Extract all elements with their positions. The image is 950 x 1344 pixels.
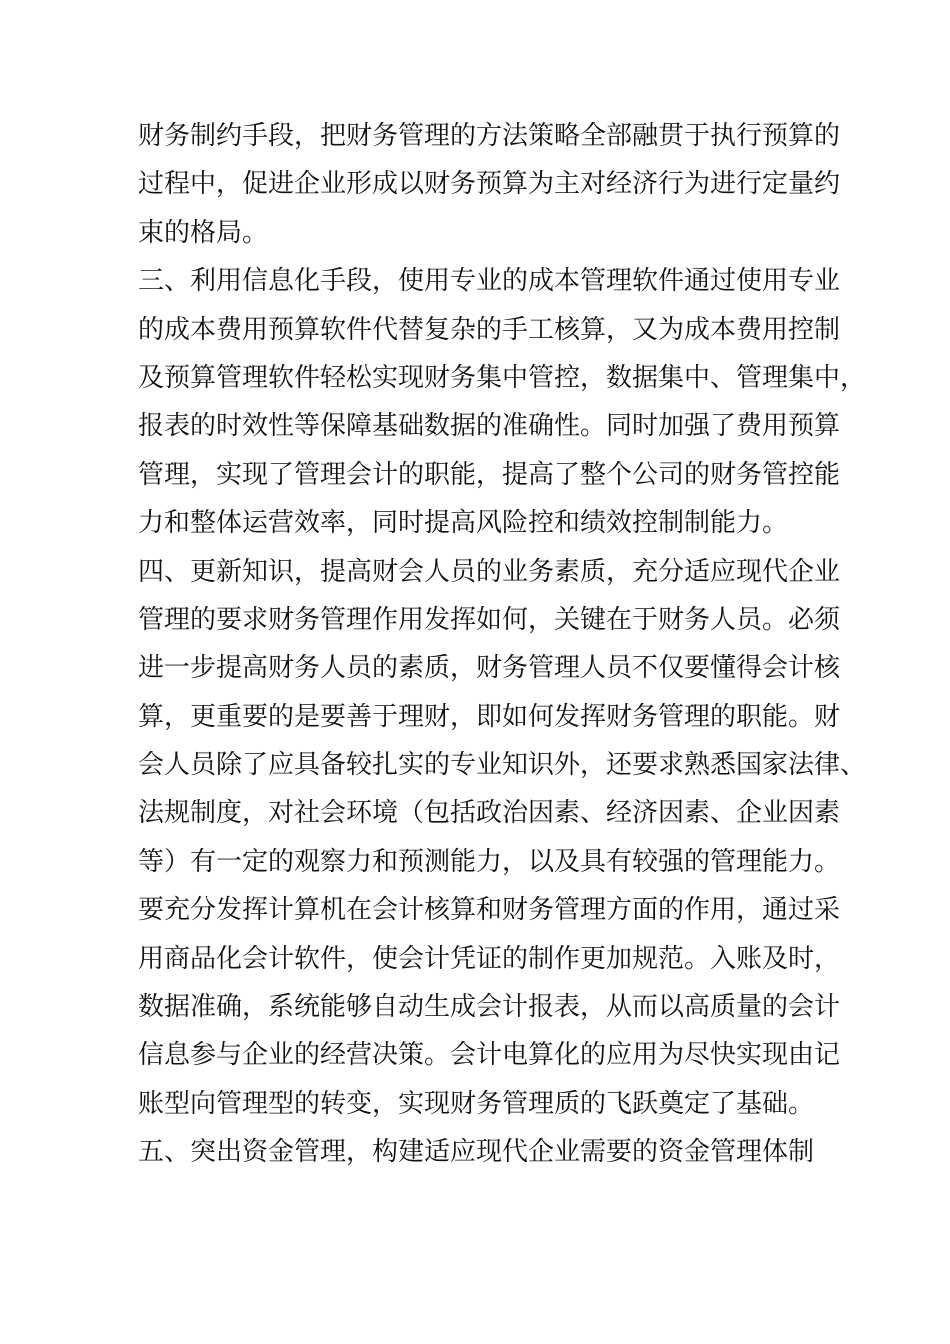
text-line: 的成本费用预算软件代替复杂的手工核算，又为成本费用控制 bbox=[138, 314, 841, 345]
text-line: 等）有一定的观察力和预测能力，以及具有较强的管理能力。 bbox=[138, 846, 841, 877]
text-line: 过程中，促进企业形成以财务预算为主对经济行为进行定量约 bbox=[138, 169, 841, 200]
text-line: 数据准确，系统能够自动生成会计报表，从而以高质量的会计 bbox=[138, 992, 841, 1023]
text-line: 报表的时效性等保障基础数据的准确性。同时加强了费用预算 bbox=[138, 411, 841, 442]
text-line: 要充分发挥计算机在会计核算和财务管理方面的作用，通过采 bbox=[138, 895, 841, 926]
text-line: 力和整体运营效率，同时提高风险控和绩效控制制能力。 bbox=[138, 508, 789, 539]
text-line: 算，更重要的是要善于理财，即如何发挥财务管理的职能。财 bbox=[138, 701, 841, 732]
text-line: 法规制度，对社会环境（包括政治因素、经济因素、企业因素 bbox=[138, 798, 841, 829]
text-line: 信息参与企业的经营决策。会计电算化的应用为尽快实现由记 bbox=[138, 1040, 841, 1071]
text-line: 管理，实现了管理会计的职能，提高了整个公司的财务管控能 bbox=[138, 459, 841, 490]
section-heading-4: 四、更新知识，提高财会人员的业务素质，充分适应现代企业 bbox=[138, 556, 841, 587]
section-heading-5: 五、突出资金管理，构建适应现代企业需要的资金管理体制 bbox=[138, 1137, 815, 1168]
text-line: 财务制约手段，把财务管理的方法策略全部融贯于执行预算的 bbox=[138, 121, 841, 151]
text-line: 账型向管理型的转变，实现财务管理质的飞跃奠定了基础。 bbox=[138, 1088, 815, 1119]
text-line: 及预算管理软件轻松实现财务集中管控，数据集中、管理集中， bbox=[138, 362, 867, 393]
section-heading-3: 三、利用信息化手段，使用专业的成本管理软件通过使用专业 bbox=[138, 266, 841, 297]
text-line: 管理的要求财务管理作用发挥如何，关键在于财务人员。必须 bbox=[138, 604, 841, 635]
text-line: 用商品化会计软件，使会计凭证的制作更加规范。入账及时， bbox=[138, 943, 841, 974]
text-line: 进一步提高财务人员的素质，财务管理人员不仅要懂得会计核 bbox=[138, 653, 841, 684]
text-line: 束的格局。 bbox=[138, 217, 269, 248]
body-text bbox=[138, 112, 867, 1177]
text-line: 会人员除了应具备较扎实的专业知识外，还要求熟悉国家法律、 bbox=[138, 750, 867, 781]
